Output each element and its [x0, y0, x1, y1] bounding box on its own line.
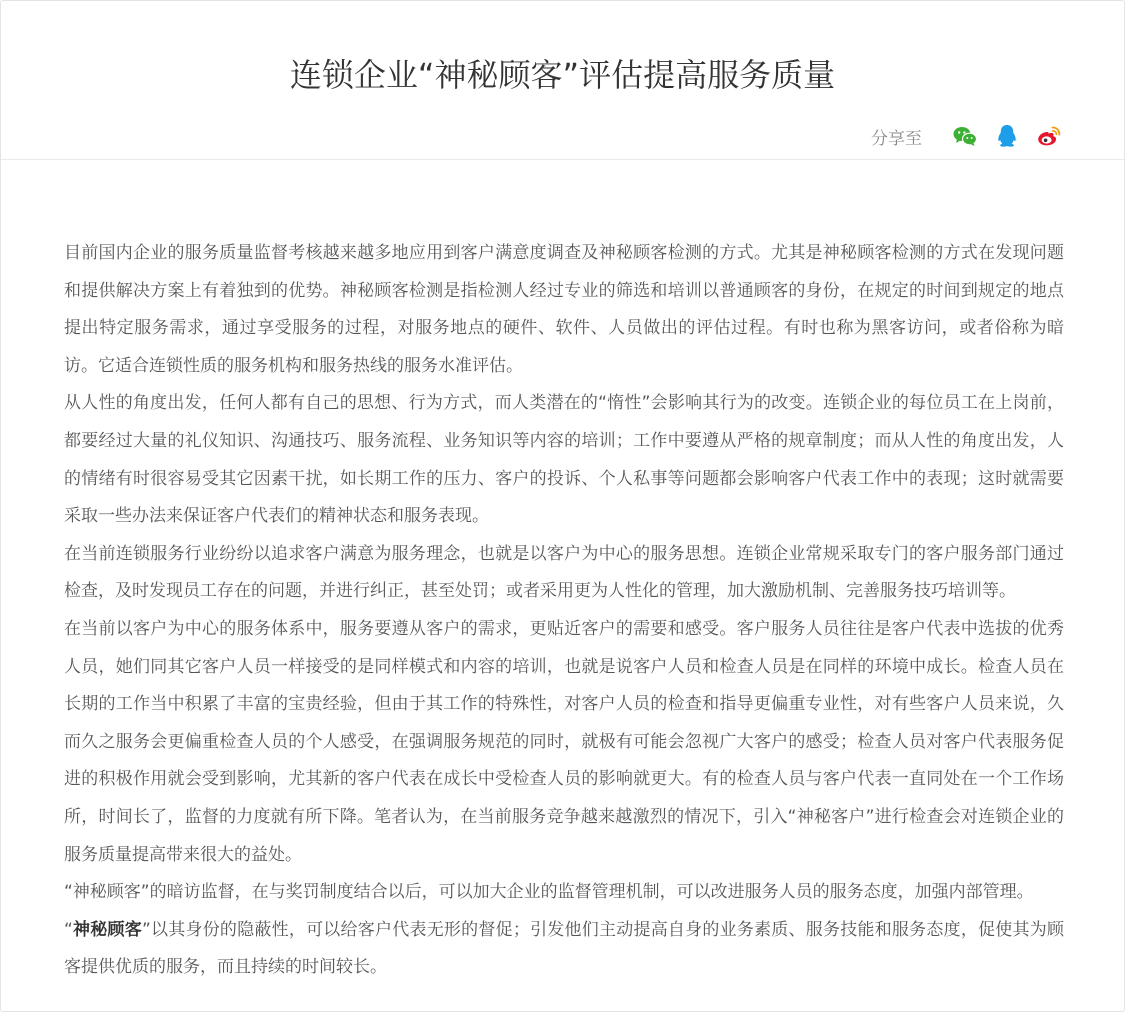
article-paragraph: 在当前连锁服务行业纷纷以追求客户满意为服务理念，也就是以客户为中心的服务思想。连锁企业常规采取专门的客户服务部门通过检查，及时发现员工存在的问题，并进行纠正，甚至处罚；或者采用更为人性化的管理，加大激励机制、完善服务技巧培训等。 — [64, 543, 1064, 602]
article-header — [1, 1, 1124, 160]
qq-icon[interactable] — [994, 123, 1020, 149]
article-body — [64, 235, 1064, 987]
article-paragraph: 目前国内企业的服务质量监督考核越来越多地应用到客户满意度调查及神秘顾客检测的方式。尤其是神秘顾客检测的方式在发现问题和提供解决方案上有着独到的优势。神秘顾客检测是指检测人经过专业的筛选和培训以普通顾客的身份，在规定的时间到规定的地点提出特定服务需求，通过享受服务的过程，对服务地点的硬件、软件、人员做出的评估过程。有时也称为黑客访问，或者俗称为暗访。它适合连锁性质的服务机构和服务热线的服务水准评估。 — [64, 243, 1064, 376]
article-paragraph: 从人性的角度出发，任何人都有自己的思想、行为方式，而人类潜在的“惰性”会影响其行为的改变。连锁企业的每位员工在上岗前，都要经过大量的礼仪知识、沟通技巧、服务流程、业务知识等内容的培训；工作中要遵从严格的规章制度；而从人性的角度出发，人的情绪有时很容易受其它因素干扰，如长期工作的压力、客户的投诉、个人私事等问题都会影响客户代表工作中的表现；这时就需要采取一些办法来保证客户代表们的精神状态和服务表现。 — [64, 393, 1064, 527]
article-paragraph: “神秘顾客”的暗访监督，在与奖罚制度结合以后，可以加大企业的监督管理机制，可以改进服务人员的服务态度，加强内部管理。 — [64, 882, 1034, 903]
article-paragraph: 在当前以客户为中心的服务体系中，服务要遵从客户的需求，更贴近客户的需要和感受。客户服务人员往往是客户代表中选拔的优秀人员，她们同其它客户人员一样接受的是同样模式和内容的培训，也就是说客户人员和检查人员是在同样的环境中成长。检查人员在长期的工作当中积累了丰富的宝贵经验，但由于其工作的特殊性，对客户人员的检查和指导更偏重专业性，对有些客户人员来说，久而久之服务会更偏重检查人员的个人感受，在强调服务规范的同时，就极有可能会忽视广大客户的感受；检查人员对客户代表服务促进的积极作用就会受到影响，尤其新的客户代表在成长中受检查人员的影响就更大。有的检查人员与客户代表一直同处在一个工作场所，时间长了，监督的力度就有所下降。笔者认为，在当前服务竞争越来越激烈的情况下，引入“神秘客户”进行检查会对连锁企业的服务质量提高带来很大的益处。 — [64, 618, 1064, 865]
share-label: 分享至 — [871, 128, 922, 149]
share-bar — [871, 121, 1062, 151]
bold-keyword: 神秘顾客 — [72, 919, 142, 940]
paragraph-text: ”以其身份的隐蔽性，可以给客户代表无形的督促；引发他们主动提高自身的业务素质、服务技能和服务态度，促使其为顾客提供优质的服务，而且持续的时间较长。 — [64, 919, 1064, 978]
wechat-icon[interactable] — [952, 123, 978, 149]
paragraph-lead-quote: “ — [64, 919, 73, 940]
article-title: 连锁企业“神秘顾客”评估提高服务质量 — [289, 56, 836, 94]
weibo-icon[interactable] — [1036, 123, 1062, 149]
article-paragraph — [64, 912, 1064, 987]
